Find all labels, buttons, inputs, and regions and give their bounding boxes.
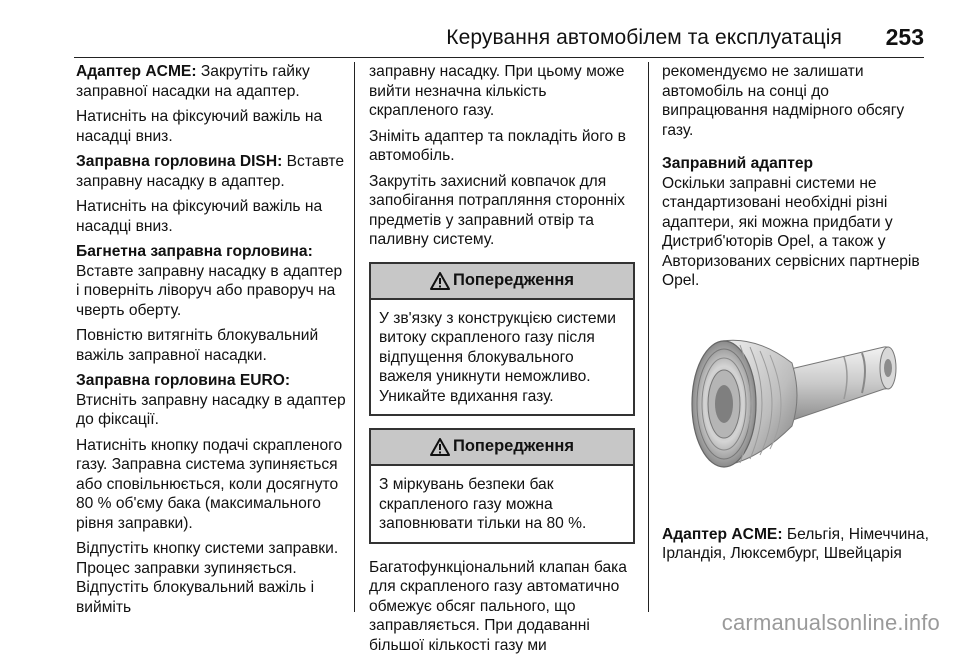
warning-text: У зв'язку з конструкцією системи витоку скрапленого газу після відпущення блокувального важеля уникнути неможливо. Уникайте вдихання газу. xyxy=(379,309,616,405)
acme-adapter-image xyxy=(662,301,924,511)
text-euro: Втисніть заправну насадку в адаптер до фіксації. xyxy=(76,391,346,428)
column-3 xyxy=(662,62,932,570)
page-header xyxy=(0,0,960,60)
label-bayonet: Багнетна заправна горловина: xyxy=(76,243,313,260)
warning-text: З міркувань безпеки бак скрапленого газу можна заповнювати тільки на 80 %. xyxy=(379,476,587,532)
paragraph: заправну насадку. При цьому може вийти незначна кількість скрапленого газу. xyxy=(369,63,625,119)
header-title: Керування автомобілем та експлуатація xyxy=(446,26,842,49)
column-divider xyxy=(354,62,355,612)
warning-header xyxy=(371,264,633,300)
column-2 xyxy=(369,62,635,661)
text-dish: Вставте заправну насадку в адаптер. xyxy=(76,153,345,190)
text-acme: Закрутіть гайку заправної насадки на адаптер. xyxy=(76,63,310,100)
label-acme: Адаптер ACME: xyxy=(76,63,197,80)
column-divider xyxy=(648,62,649,612)
paragraph-acme xyxy=(76,62,348,101)
paragraph-dish xyxy=(76,152,348,191)
paragraph: Відпустіть кнопку системи заправки. Процес заправки зупиняється. Відпустіть блокувальний важіль і вийміть xyxy=(76,540,339,616)
caption-label: Адаптер ACME: xyxy=(662,525,783,543)
paragraph: рекомендуємо не залишати автомобіль на сонці до випрацювання надмірного обсягу газу. xyxy=(662,63,905,139)
figure-caption xyxy=(662,525,932,564)
paragraph: Закрутіть захисний ковпачок для запобігання потрапляння сторонніх предметів у заправний отвір та паливну систему. xyxy=(369,172,625,248)
section-title: Заправний адаптер xyxy=(662,155,814,172)
warning-title: Попередження xyxy=(452,270,575,289)
caption-text: Бельгія, Німеччина, Ірландія, Люксембург, Швейцарія xyxy=(662,525,929,562)
header-rule xyxy=(74,57,924,58)
paragraph: Оскільки заправні системи не стандартизовані необхідні різні адаптери, які можна придбати у Дистриб'юторів Opel, а також у Авторизованих сервісних партнерів Opel. xyxy=(662,174,920,289)
warning-box xyxy=(369,428,635,544)
paragraph: Натисніть кнопку подачі скрапленого газу. Заправна система зупиняється або сповільнюється, коли досягнуто 80 % об'єму бака (максимального рівня заправки). xyxy=(76,436,343,532)
warning-header xyxy=(371,430,633,466)
warning-icon xyxy=(430,438,450,456)
adapter-illustration xyxy=(662,301,924,511)
watermark: carmanualsonline.info xyxy=(721,610,940,635)
paragraph: Багатофункціональний клапан бака для скрапленого газу автоматично обмежує обсяг пального, що заправляється. При додаванні більшої кількості газу ми xyxy=(369,558,627,654)
label-dish: Заправна горловина DISH: xyxy=(76,153,283,170)
paragraph: Натисніть на фіксуючий важіль на насадці вниз. xyxy=(76,108,323,145)
page-number: 253 xyxy=(885,24,924,50)
paragraph: Повністю витягніть блокувальний важіль заправної насадки. xyxy=(76,327,319,364)
warning-title: Попередження xyxy=(452,437,575,456)
warning-icon xyxy=(430,272,450,290)
column-1 xyxy=(76,62,348,623)
paragraph: Зніміть адаптер та покладіть його в автомобіль. xyxy=(369,127,626,164)
paragraph: Натисніть на фіксуючий важіль на насадці вниз. xyxy=(76,198,323,235)
text-bayonet: Вставте заправну насадку в адаптер і поверніть ліворуч або праворуч на чверть оберту. xyxy=(76,262,343,319)
paragraph-bayonet xyxy=(76,242,348,320)
paragraph-euro xyxy=(76,371,348,430)
label-euro: Заправна горловина EURO: xyxy=(76,372,291,389)
warning-box xyxy=(369,262,635,417)
